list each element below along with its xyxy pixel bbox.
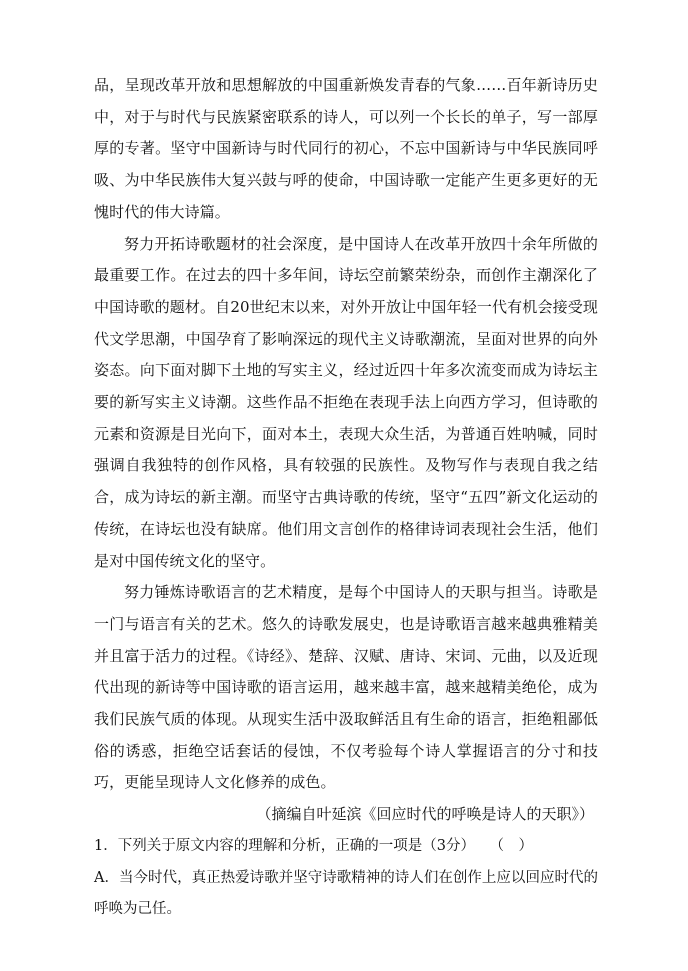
article-paragraph-3: 努力锤炼诗歌语言的艺术精度，是每个中国诗人的天职与担当。诗歌是一门与语言有关的艺术。悠久的诗歌发展史，也是诗歌语言越来越典雅精美并且富于活力的过程。《诗经》、楚辞、汉赋、唐诗、宋词、元曲，以及近现代出现的新诗等中国诗歌的语言运用，越来越丰富，越来越精美绝伦，成为我们民族气质的体现。从现实生活中汲取鲜活且有生命的语言，拒绝粗鄙低俗的诱惑，拒绝空话套话的侵蚀，不仅考验每个诗人掌握语言的分寸和技巧，更能呈现诗人文化修养的成色。 — [94, 583, 598, 792]
article-source: （摘编自叶延滨《回应时代的呼唤是诗人的天职》） — [256, 805, 594, 824]
article-paragraph-1: 品，呈现改革开放和思想解放的中国重新焕发青春的气象……百年新诗历史中，对于与时代与民族紧密联系的诗人，可以列一个长长的单子，写一部厚厚的专著。坚守中国新诗与时代同行的初心，不忘中国新诗与中华民族同呼吸、为中华民族伟大复兴鼓与呼的使命，中国诗歌一定能产生更多更好的无愧时代的伟大诗篇。 — [94, 76, 598, 221]
document-page — [94, 70, 598, 926]
article-paragraph-2: 努力开拓诗歌题材的社会深度，是中国诗人在改革开放四十余年所做的最重要工作。在过去的四十多年间，诗坛空前繁荣纷杂，而创作主潮深化了中国诗歌的题材。自20世纪末以来，对外开放让中国年轻一代有机会接受现代文学思潮，中国孕育了影响深远的现代主义诗歌潮流，呈面对世界的向外姿态。向下面对脚下土地的写实主义，经过近四十年多次流变而成为诗坛主要的新写实主义诗潮。这些作品不拒绝在表现手法上向西方学习，但诗歌的元素和资源是目光向下，面对本土，表现大众生活，为普通百姓呐喊，同时强调自我独特的创作风格，具有较强的民族性。及物写作与表现自我之结合，成为诗坛的新主潮。而坚守古典诗歌的传统，坚守“五四”新文化运动的传统，在诗坛也没有缺席。他们用文言创作的格律诗词表现社会生活，他们是对中国传统文化的坚守。 — [94, 234, 598, 570]
question-option-a: A．当今时代，真正热爱诗歌并坚守诗歌精神的诗人们在创作上应以回应时代的呼唤为己任。 — [94, 869, 598, 918]
question-stem: 1．下列关于原文内容的理解和分析，正确的一项是（3分） （ ） — [94, 837, 533, 854]
